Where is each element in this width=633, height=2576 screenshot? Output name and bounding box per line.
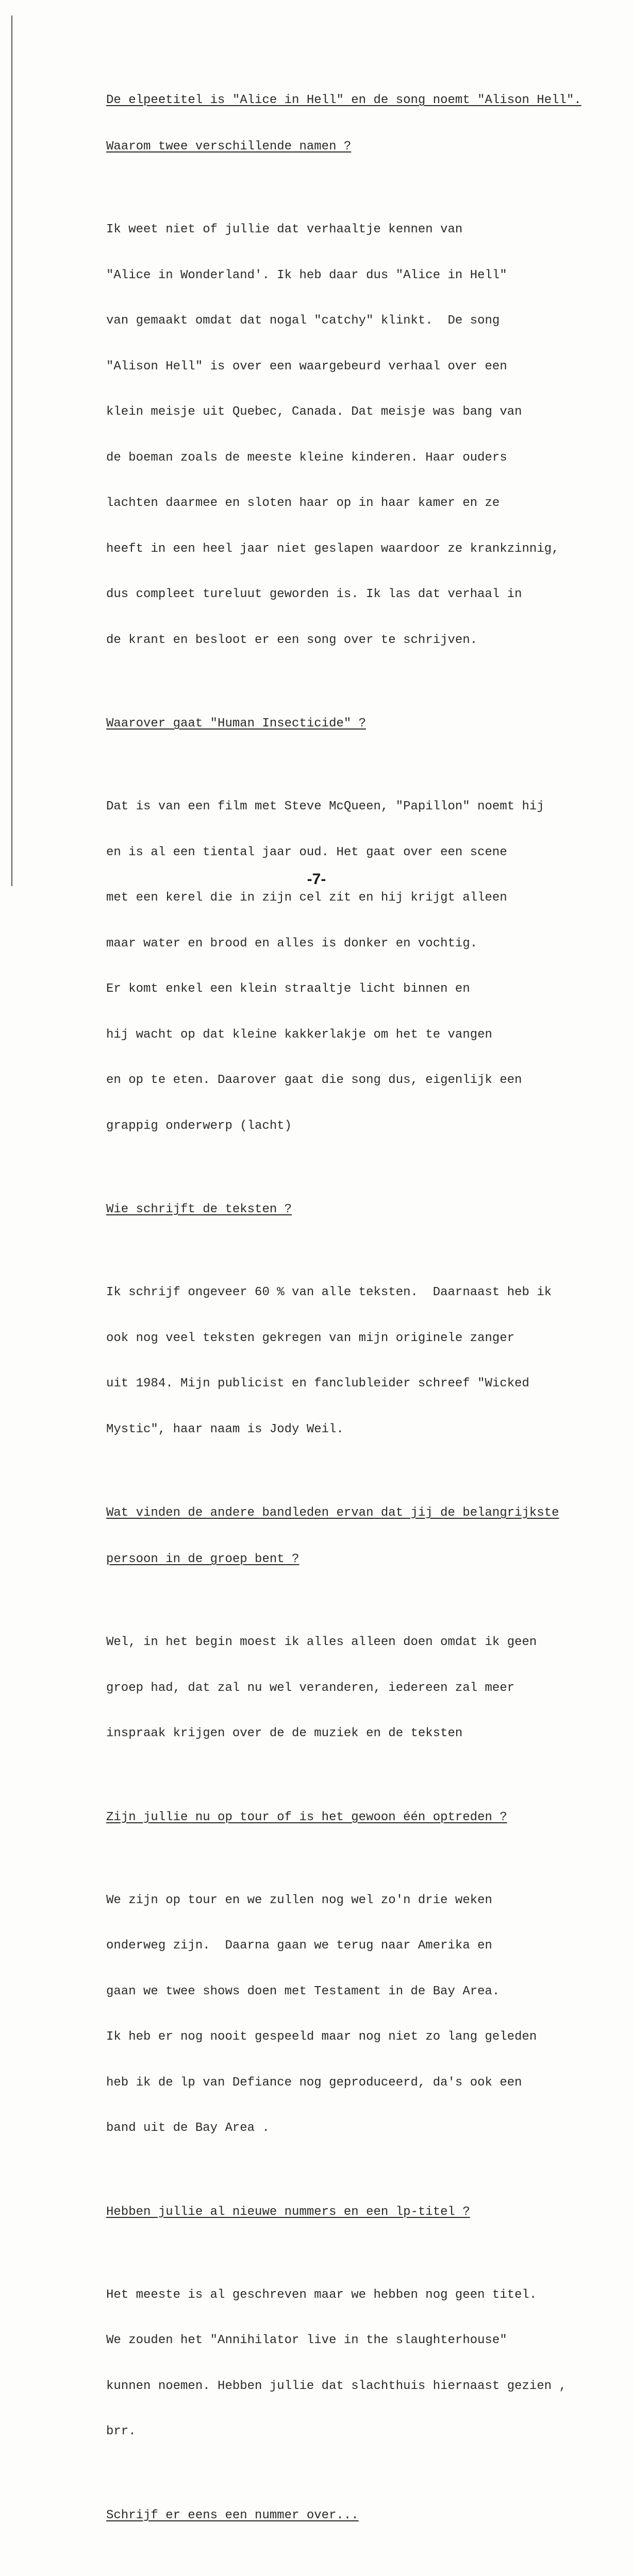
answer-line: band uit de Bay Area . bbox=[106, 2121, 617, 2136]
answer-line: de boeman zoals de meeste kleine kinderen. Haar ouders bbox=[106, 450, 617, 466]
page-edge-line bbox=[11, 15, 12, 886]
answer-line: grappig onderwerp (lacht) bbox=[106, 1118, 617, 1134]
answer-line: klein meisje uit Quebec, Canada. Dat meisje was bang van bbox=[106, 404, 617, 420]
answer-line: maar water en brood en alles is donker en vochtig. bbox=[106, 936, 617, 952]
answer bbox=[106, 1604, 617, 1772]
answer-line: uit 1984. Mijn publicist en fanclubleider schreef "Wicked bbox=[106, 1376, 617, 1392]
answer-line: hij wacht op dat kleine kakkerlakje om het te vangen bbox=[106, 1027, 617, 1043]
answer-line: brr. bbox=[106, 2424, 617, 2439]
question-line: Schrijf er eens een nummer over... bbox=[106, 2508, 617, 2523]
qa-section bbox=[106, 1475, 617, 1772]
answer-line: heeft in een heel jaar niet geslapen waardoor ze krankzinnig, bbox=[106, 541, 617, 557]
question-line: Waarom twee verschillende namen ? bbox=[106, 139, 617, 155]
answer-line: Mystic", haar naam is Jody Weil. bbox=[106, 1422, 617, 1437]
answer-line: Er komt enkel een klein straaltje licht binnen en bbox=[106, 981, 617, 997]
interview-body bbox=[106, 62, 617, 2576]
answer-line: Ik heb er nog nooit gespeeld maar nog niet zo lang geleden bbox=[106, 2029, 617, 2045]
question-line: Wat vinden de andere bandleden ervan dat jij de belangrijkste bbox=[106, 1505, 617, 1521]
question bbox=[106, 62, 617, 185]
answer-line: We zijn op tour en we zullen nog wel zo'n drie weken bbox=[106, 1893, 617, 1908]
answer bbox=[106, 1862, 617, 2166]
answer-line: lachten daarmee en sloten haar op in haar kamer en ze bbox=[106, 496, 617, 511]
question-line: De elpeetitel is "Alice in Hell" en de song noemt "Alison Hell". bbox=[106, 93, 617, 108]
answer-line: Ik weet niet of jullie dat verhaaltje kennen van bbox=[106, 222, 617, 238]
question bbox=[106, 2477, 617, 2554]
qa-section bbox=[106, 2174, 617, 2470]
answer-line: onderweg zijn. Daarna gaan we terug naar Amerika en bbox=[106, 1938, 617, 1954]
answer-line: ook nog veel teksten gekregen van mijn originele zanger bbox=[106, 1331, 617, 1346]
question bbox=[106, 2174, 617, 2251]
question-line: persoon in de groep bent ? bbox=[106, 1552, 617, 1567]
qa-section bbox=[106, 1171, 617, 1467]
answer-line: kunnen noemen. Hebben jullie dat slachthuis hiernaast gezien , bbox=[106, 2379, 617, 2394]
answer-line: Ik schrijf ongeveer 60 % van alle teksten. Daarnaast heb ik bbox=[106, 1285, 617, 1300]
answer-line: Het meeste is al geschreven maar we hebben nog geen titel. bbox=[106, 2287, 617, 2303]
question bbox=[106, 1171, 617, 1248]
answer-line: en is al een tiental jaar oud. Het gaat over een scene bbox=[106, 845, 617, 860]
answer bbox=[106, 2257, 617, 2470]
answer-line: We zouden het "Annihilator live in the slaughterhouse" bbox=[106, 2333, 617, 2348]
question-line: Waarover gaat "Human Insecticide" ? bbox=[106, 716, 617, 732]
answer bbox=[106, 2561, 617, 2576]
answer bbox=[106, 769, 617, 1164]
qa-section bbox=[106, 1779, 617, 2166]
question bbox=[106, 685, 617, 762]
answer-line: Dat is van een film met Steve McQueen, "Papillon" noemt hij bbox=[106, 799, 617, 815]
page-number: -7- bbox=[0, 871, 633, 888]
qa-section bbox=[106, 685, 617, 1164]
answer-line: inspraak krijgen over de de muziek en de teksten bbox=[106, 1726, 617, 1741]
question bbox=[106, 1475, 617, 1598]
answer-line: en op te eten. Daarover gaat die song dus, eigenlijk een bbox=[106, 1073, 617, 1088]
answer bbox=[106, 1255, 617, 1467]
question-line: Wie schrijft de teksten ? bbox=[106, 1202, 617, 1217]
answer-line: de krant en besloot er een song over te schrijven. bbox=[106, 633, 617, 648]
qa-section bbox=[106, 62, 617, 678]
answer-line: met een kerel die in zijn cel zit en hij krijgt alleen bbox=[106, 890, 617, 906]
answer-line: groep had, dat zal nu wel veranderen, iedereen zal meer bbox=[106, 1681, 617, 1696]
qa-section bbox=[106, 2477, 617, 2576]
question bbox=[106, 1779, 617, 1856]
answer-line: "Alison Hell" is over een waargebeurd verhaal over een bbox=[106, 359, 617, 375]
question-line: Hebben jullie al nieuwe nummers en een lp-titel ? bbox=[106, 2205, 617, 2220]
answer-line: heb ik de lp van Defiance nog geproduceerd, da's ook een bbox=[106, 2075, 617, 2091]
answer-line: "Alice in Wonderland'. Ik heb daar dus "Alice in Hell" bbox=[106, 268, 617, 283]
answer-line: dus compleet tureluut geworden is. Ik las dat verhaal in bbox=[106, 587, 617, 602]
answer-line: Wel, in het begin moest ik alles alleen doen omdat ik geen bbox=[106, 1635, 617, 1650]
answer-line: van gemaakt omdat dat nogal "catchy" klinkt. De song bbox=[106, 313, 617, 329]
answer-line: gaan we twee shows doen met Testament in de Bay Area. bbox=[106, 1984, 617, 1999]
question-line: Zijn jullie nu op tour of is het gewoon één optreden ? bbox=[106, 1810, 617, 1825]
answer bbox=[106, 192, 617, 678]
